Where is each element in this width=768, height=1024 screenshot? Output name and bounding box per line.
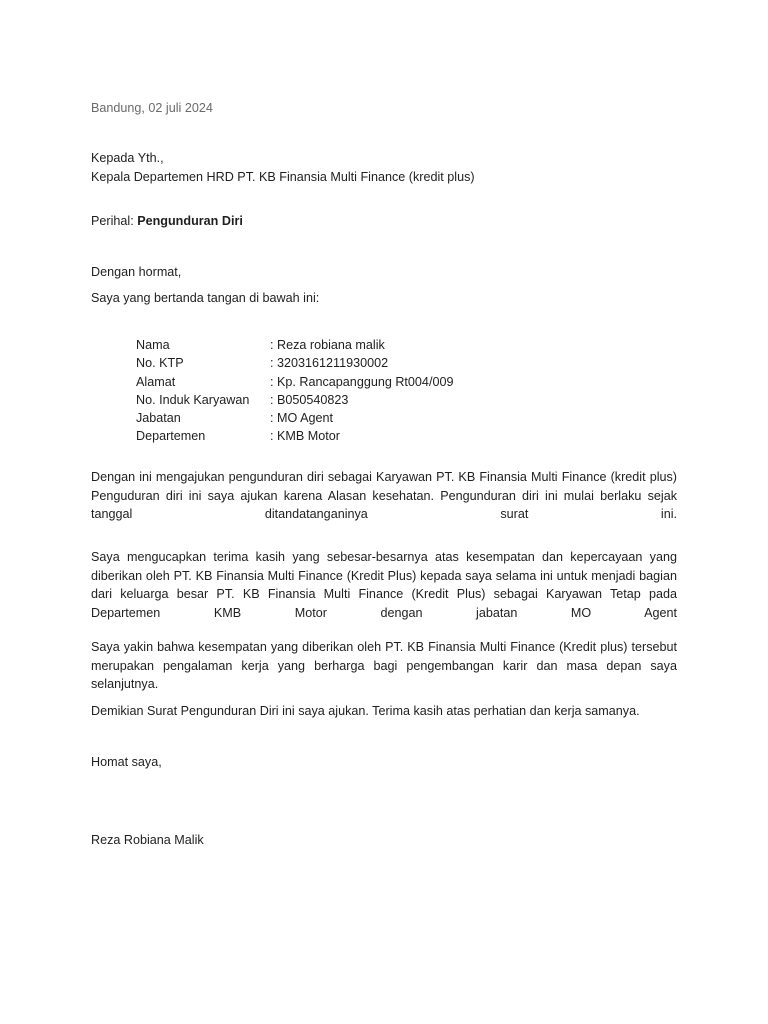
closing: Homat saya,: [91, 755, 162, 769]
detail-row: [136, 427, 453, 445]
subject-label: Perihal:: [91, 214, 134, 228]
detail-row: [136, 336, 453, 354]
detail-row: [136, 391, 453, 409]
detail-label: No. KTP: [136, 356, 184, 371]
detail-label: Jabatan: [136, 411, 181, 426]
detail-label: Departemen: [136, 429, 206, 444]
detail-row: [136, 373, 453, 391]
recipient-salutation: Kepada Yth.,: [91, 151, 164, 165]
detail-value: : B050540823: [270, 392, 349, 407]
detail-value: : MO Agent: [270, 411, 333, 426]
subject-value: Pengunduran Diri: [137, 214, 243, 228]
body-paragraph-3: Saya yakin bahwa kesempatan yang diberikan oleh PT. KB Finansia Multi Finance (Kredit plus) tersebut merupakan pengalaman kerja yang berharga bagi pengembangan karir dan masa depan saya selanjutnya.: [91, 640, 677, 692]
detail-value: : Reza robiana malik: [270, 338, 385, 352]
body-paragraph-4: Demikian Surat Pengunduran Diri ini saya ajukan. Terima kasih atas perhatian dan kerja samanya.: [91, 704, 640, 718]
greeting: Dengan hormat,: [91, 265, 182, 279]
body-paragraph-1: Dengan ini mengajukan pengunduran diri sebagai Karyawan PT. KB Finansia Multi Finance (kredit plus) Penguduran diri ini saya ajukan karena Alasan kesehatan. Pengunduran diri ini mulai berlaku sejak tanggal ditandatanganinya surat ini.: [91, 470, 677, 522]
letter-date: Bandung, 02 juli 2024: [91, 101, 213, 115]
detail-label: Nama: [136, 338, 170, 352]
detail-value: : Kp. Rancapanggung Rt004/009: [270, 374, 454, 389]
intro-line: Saya yang bertanda tangan di bawah ini:: [91, 291, 320, 305]
subject-line: [91, 214, 243, 228]
body-paragraph-2: Saya mengucapkan terima kasih yang sebesar-besarnya atas kesempatan dan kepercayaan yang diberikan oleh PT. KB Finansia Multi Finance (Kredit Plus) kepada saya selama ini untuk menjadi bagian dari keluarga besar PT. KB Finansia Multi Finance (Kredit Plus) sebagai Karyawan Tetap pada Departemen KMB Motor dengan jabatan MO Agent: [91, 550, 677, 620]
detail-value: : KMB Motor: [270, 429, 340, 444]
signature-name: Reza Robiana Malik: [91, 833, 204, 847]
detail-label: No. Induk Karyawan: [136, 392, 250, 407]
recipient-title: Kepala Departemen HRD PT. KB Finansia Multi Finance (kredit plus): [91, 170, 475, 184]
detail-label: Alamat: [136, 374, 176, 389]
detail-row: [136, 409, 453, 427]
detail-value: : 3203161211930002: [270, 356, 389, 371]
employee-details: [136, 336, 453, 446]
detail-row: [136, 354, 453, 372]
